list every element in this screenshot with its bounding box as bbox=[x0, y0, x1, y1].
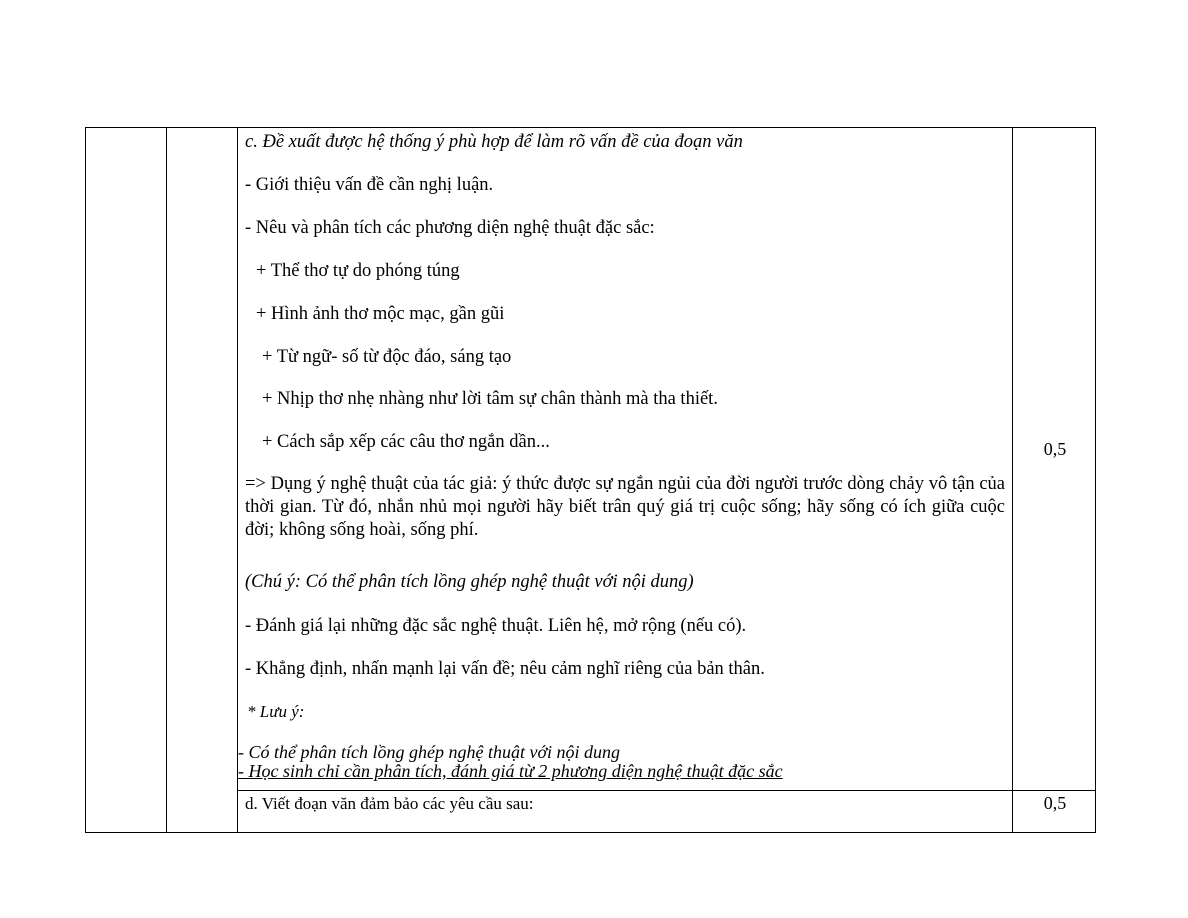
remark-line: - Có thể phân tích lồng ghép nghệ thuật với nội dung bbox=[238, 742, 621, 762]
aspect-item: + Hình ảnh thơ mộc mạc, gần gũi bbox=[256, 304, 505, 324]
aspect-item: + Nhịp thơ nhẹ nhàng như lời tâm sự chân thành mà tha thiết. bbox=[262, 389, 718, 409]
aspect-item: + Cách sắp xếp các câu thơ ngắn dần... bbox=[262, 432, 550, 452]
column-divider bbox=[166, 128, 167, 832]
conclusion-paragraph: => Dụng ý nghệ thuật của tác giả: ý thức được sự ngắn ngủi của đời người trước dòng chảy vô tận của thời gian. Từ đó, nhắn nhủ mọi người hãy biết trân quý giá trị cuộc sống; hãy sống có ích giữa cuộc đời; không sống hoài, sống phí. bbox=[245, 474, 1005, 540]
aspect-item: + Từ ngữ- số từ độc đáo, sáng tạo bbox=[262, 347, 512, 367]
affirmation-line: - Khẳng định, nhấn mạnh lại vấn đề; nêu cảm nghĩ riêng của bản thân. bbox=[245, 659, 765, 679]
section-c-heading: c. Đề xuất được hệ thống ý phù hợp để làm rõ vấn đề của đoạn văn bbox=[245, 132, 743, 152]
art-aspects-line: - Nêu và phân tích các phương diện nghệ thuật đặc sắc: bbox=[245, 218, 655, 238]
column-divider bbox=[237, 128, 238, 832]
section-c-score: 0,5 bbox=[1043, 439, 1067, 459]
column-divider bbox=[1012, 128, 1013, 832]
remark-line: - Học sinh chỉ cần phân tích, đánh giá từ 2 phương diện nghệ thuật đặc sắc bbox=[238, 761, 783, 781]
note-line: (Chú ý: Có thể phân tích lồng ghép nghệ thuật với nội dung) bbox=[245, 572, 694, 592]
remark-title: * Lưu ý: bbox=[247, 702, 305, 721]
intro-line: - Giới thiệu vấn đề cần nghị luận. bbox=[245, 175, 494, 195]
section-d-score: 0,5 bbox=[1043, 793, 1067, 813]
answer-table bbox=[85, 127, 1096, 833]
section-d-heading: d. Viết đoạn văn đảm bảo các yêu cầu sau: bbox=[245, 794, 534, 813]
row-divider bbox=[237, 790, 1095, 791]
evaluation-line: - Đánh giá lại những đặc sắc nghệ thuật. Liên hệ, mở rộng (nếu có). bbox=[245, 616, 747, 636]
aspect-item: + Thể thơ tự do phóng túng bbox=[256, 261, 460, 281]
